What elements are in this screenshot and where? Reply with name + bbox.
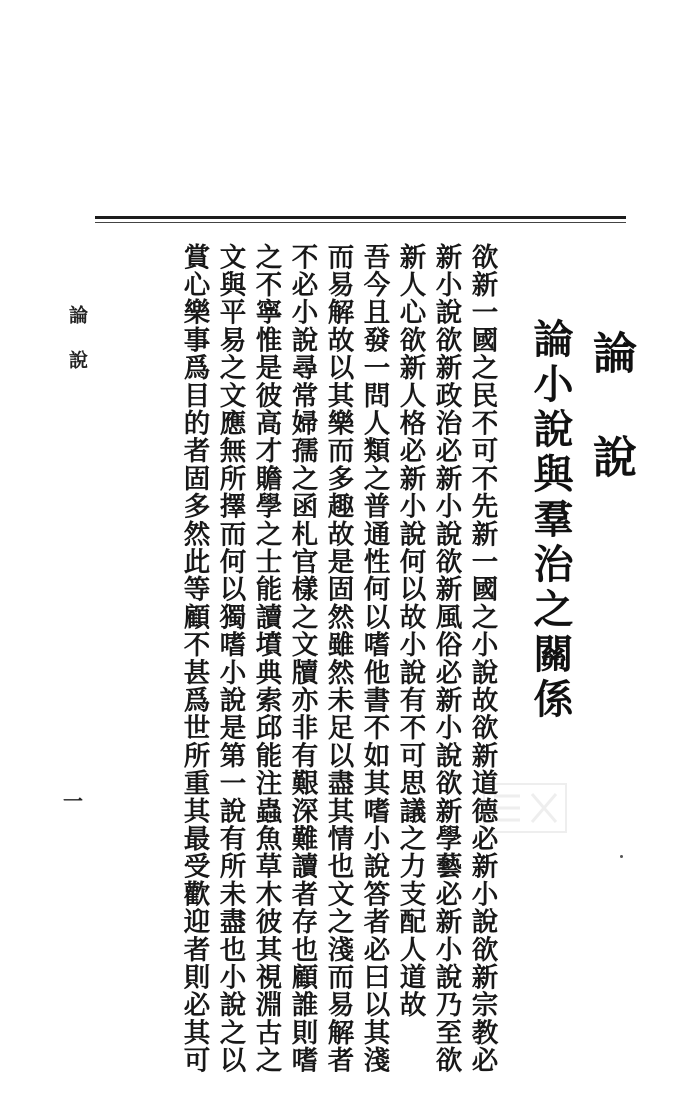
header-rule-thin bbox=[95, 222, 626, 223]
body-column: 而易解故以其樂而多趣故是固然雖然未足以盡其情也文之淺而易解者 bbox=[322, 243, 354, 1074]
body-column: 賞心樂事爲目的者固多然此等顧不甚爲世所重其最受歡迎者則必其可 bbox=[178, 243, 210, 1074]
body-column: 吾今且發一問人類之普通性何以嗜他書不如其嗜小說答者必曰以其淺 bbox=[358, 243, 390, 1074]
body-column: 新小說欲新政治必新小說欲新風俗必新小說欲新學藝必新小說乃至欲 bbox=[430, 243, 462, 1074]
page-number: 一 bbox=[63, 789, 83, 813]
body-column: 新人心欲新人格必新小說何以故小說有不可思議之力支配人道故 bbox=[394, 243, 426, 1019]
print-speck bbox=[620, 855, 623, 858]
section-title: 論說 bbox=[585, 330, 636, 538]
article-title: 論小說與羣治之關係 bbox=[527, 318, 574, 723]
body-column: 欲新一國之民不可不先新一國之小說故欲新道德必新小說欲新宗教必 bbox=[466, 243, 498, 1074]
faint-seal-stamp bbox=[480, 778, 570, 838]
body-column: 之不寧惟是彼高才贍學之士能讀墳典索邱能注蟲魚草木彼其視淵古之 bbox=[250, 243, 282, 1074]
running-head: 論說 bbox=[66, 305, 88, 395]
header-rule bbox=[95, 216, 626, 219]
body-column: 不必小說尋常婦孺之函札官樣之文牘亦非有艱深難讀者存也顧誰則嗜 bbox=[286, 243, 318, 1074]
body-column: 文與平易之文應無所擇而何以獨嗜小說是第一說有所未盡也小說之以 bbox=[214, 243, 246, 1074]
